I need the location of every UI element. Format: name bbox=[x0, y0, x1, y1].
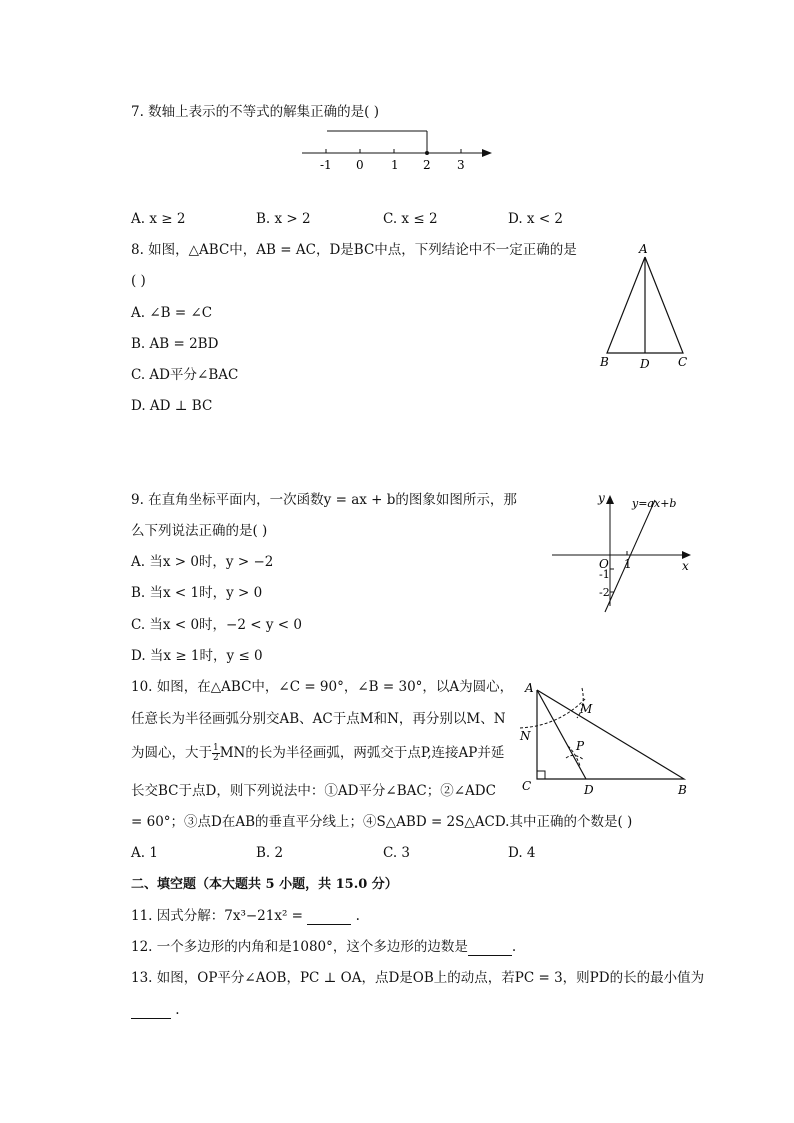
q9-option-c[interactable]: C. 当x < 0时，−2 < y < 0 bbox=[131, 617, 302, 633]
q10-line4: 长交BC于点D，则下列说法中：①AD平分∠BAC；②∠ADC bbox=[131, 783, 496, 799]
q7-stem: 7. 数轴上表示的不等式的解集正确的是( ) bbox=[131, 104, 379, 120]
q10-option-d[interactable]: D. 4 bbox=[508, 845, 536, 861]
label-origin: O bbox=[599, 557, 609, 571]
q11-period: . bbox=[355, 908, 360, 924]
label-one: 1 bbox=[624, 557, 632, 571]
right-angle-mark bbox=[537, 771, 545, 779]
q13-period: . bbox=[175, 1002, 180, 1018]
y-axis-arrow bbox=[606, 495, 614, 504]
label-neg1: -1 bbox=[599, 568, 610, 581]
fraction-denominator: 2 bbox=[213, 753, 219, 763]
fraction-numerator: 1 bbox=[213, 743, 219, 753]
q10-line1: 10. 如图，在△ABC中，∠C = 90°，∠B = 30°，以A为圆心， bbox=[131, 679, 514, 695]
q12-answer-blank[interactable] bbox=[468, 941, 512, 956]
x-axis-arrow bbox=[682, 551, 691, 559]
q11-answer-blank[interactable] bbox=[307, 910, 351, 925]
solution-endpoint-dot bbox=[425, 151, 429, 155]
number-line-arrow bbox=[482, 149, 492, 157]
tick-label: 3 bbox=[457, 158, 465, 172]
q7-option-c[interactable]: C. x ≤ 2 bbox=[383, 211, 438, 227]
q9-graph-figure bbox=[548, 486, 698, 618]
q8-option-d[interactable]: D. AD ⊥ BC bbox=[131, 398, 213, 414]
label-n: N bbox=[520, 729, 531, 743]
q11-text bbox=[131, 907, 360, 925]
q10-option-c[interactable]: C. 3 bbox=[383, 845, 411, 861]
q13-text: 13. 如图，OP平分∠AOB，PC ⊥ OA，点D是OB上的动点，若PC = 3，则PD的长的最小值为 bbox=[131, 970, 705, 986]
q10-triangle-figure bbox=[514, 678, 694, 798]
q7-number-line-figure bbox=[296, 126, 500, 176]
q10-option-a[interactable]: A. 1 bbox=[131, 845, 158, 861]
q8-option-b[interactable]: B. AB = 2BD bbox=[131, 336, 219, 352]
q8-triangle-figure bbox=[596, 238, 696, 374]
label-b: B bbox=[600, 355, 609, 369]
q7-option-d[interactable]: D. x < 2 bbox=[508, 211, 564, 227]
section-heading-fill-in: 二、填空题（本大题共 5 小题，共 15.0 分） bbox=[131, 877, 398, 892]
label-a: A bbox=[525, 681, 534, 695]
q12-text bbox=[131, 938, 516, 956]
tick-label: 1 bbox=[391, 158, 399, 172]
q12-period: . bbox=[511, 939, 517, 955]
function-line bbox=[605, 500, 655, 612]
label-p: P bbox=[576, 739, 585, 753]
label-b: B bbox=[678, 783, 687, 797]
tick-label: 0 bbox=[356, 158, 364, 172]
label-line-equation: y=ax+b bbox=[632, 497, 677, 510]
q9-option-b[interactable]: B. 当x < 1时，y > 0 bbox=[131, 585, 263, 601]
q9-option-a[interactable]: A. 当x > 0时，y > −2 bbox=[131, 554, 274, 570]
q10-line2: 任意长为半径画弧分别交AB、AC于点M和N，再分别以M、N bbox=[131, 711, 506, 727]
q8-stem-bracket: ( ) bbox=[131, 273, 146, 289]
label-d: D bbox=[640, 357, 650, 371]
label-x: x bbox=[682, 559, 689, 573]
q8-option-a[interactable]: A. ∠B = ∠C bbox=[131, 305, 213, 321]
q13-answer-blank[interactable] bbox=[131, 1004, 171, 1019]
q13-answer-line bbox=[131, 1001, 180, 1019]
q8-stem: 8. 如图，△ABC中，AB = AC，D是BC中点，下列结论中不一定正确的是 bbox=[131, 242, 577, 258]
segment-ad bbox=[537, 690, 586, 779]
q10-line5: = 60°；③点D在AB的垂直平分线上；④S△ABD = 2S△ACD.其中正确的个数是( ) bbox=[131, 814, 633, 830]
triangle-acb bbox=[537, 690, 684, 779]
label-y: y bbox=[598, 491, 605, 505]
label-c: C bbox=[522, 779, 532, 793]
q10-line3-start: 为圆心，大于 bbox=[131, 745, 212, 761]
q11-stem: 11. 因式分解：7x³−21x² = bbox=[131, 908, 303, 924]
q7-option-a[interactable]: A. x ≥ 2 bbox=[131, 211, 186, 227]
label-c: C bbox=[678, 355, 688, 369]
q12-stem: 12. 一个多边形的内角和是1080°，这个多边形的边数是 bbox=[131, 939, 468, 955]
tick-label: 2 bbox=[423, 158, 431, 172]
label-m: M bbox=[580, 702, 593, 716]
q10-line3-end: MN的长为半径画弧，两弧交于点P,连接AP并延 bbox=[219, 745, 505, 761]
q10-line3 bbox=[131, 744, 504, 763]
q9-stem-line2: 么下列说法正确的是( ) bbox=[131, 523, 268, 539]
label-neg2: -2 bbox=[599, 586, 610, 599]
label-a: A bbox=[639, 242, 648, 256]
q9-stem: 9. 在直角坐标平面内，一次函数y = ax + b的图象如图所示，那 bbox=[131, 492, 517, 508]
label-d: D bbox=[584, 783, 594, 797]
fraction-one-half bbox=[212, 744, 220, 763]
q8-option-c[interactable]: C. AD平分∠BAC bbox=[131, 367, 239, 383]
tick-label: -1 bbox=[320, 158, 332, 172]
q9-option-d[interactable]: D. 当x ≥ 1时，y ≤ 0 bbox=[131, 648, 263, 664]
q7-option-b[interactable]: B. x > 2 bbox=[256, 211, 311, 227]
q10-option-b[interactable]: B. 2 bbox=[256, 845, 284, 861]
